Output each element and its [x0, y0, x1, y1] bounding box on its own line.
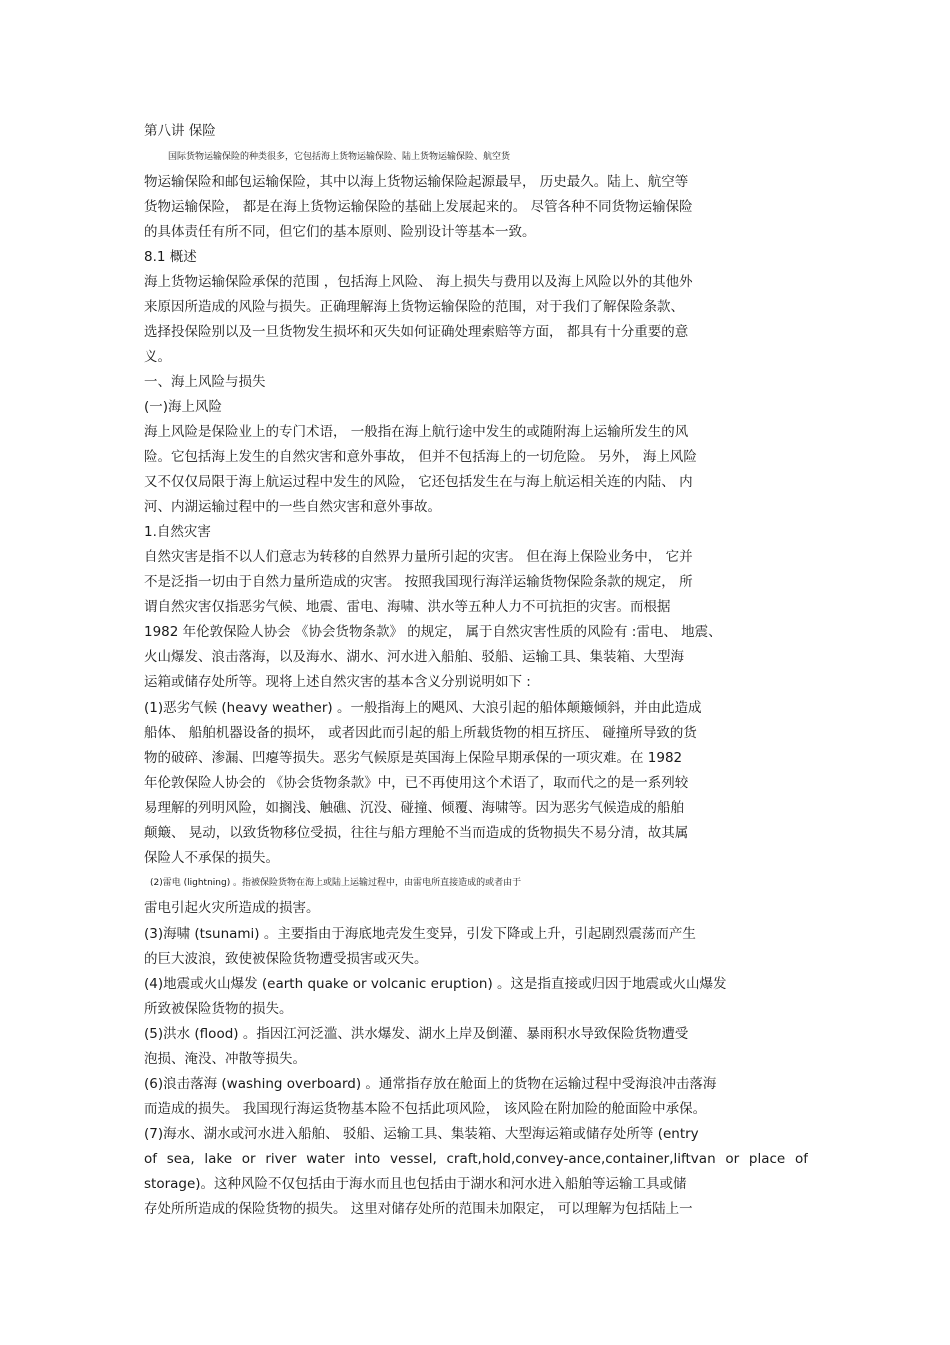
list-item-line: (7)海水、湖水或河水进入船舶、 驳船、运输工具、集装箱、大型海运箱或储存处所等 (entry [144, 1126, 699, 1142]
paragraph-line: 年伦敦保险人协会的 《协会货物条款》中，已不再使用这个术语了，取而代之的是一系列较 [144, 775, 689, 791]
paragraph-line: 物运输保险和邮包运输保险，其中以海上货物运输保险起源最早， 历史最久。陆上、航空等 [144, 174, 689, 190]
list-item-line: (6)浪击落海 (washing overboard) 。通常指存放在舱面上的货物在运输过程中受海浪冲击落海 [144, 1076, 717, 1092]
paragraph-line: 而造成的损失。 我国现行海运货物基本险不包括此项风险， 该风险在附加险的舱面险中承保。 [144, 1101, 707, 1117]
paragraph-line: 海上货物运输保险承保的范围 ，包括海上风险、 海上损失与费用以及海上风险以外的其他外 [144, 274, 693, 290]
paragraph-line: 的巨大波浪，致使被保险货物遭受损害或灭失。 [144, 951, 428, 967]
paragraph-line: 国际货物运输保险的种类很多，它包括海上货物运输保险、陆上货物运输保险、航空货 [168, 152, 511, 162]
paragraph-line: 运箱或储存处所等。现将上述自然灾害的基本含义分别说明如下 : [144, 674, 531, 690]
section-heading: 8.1 概述 [144, 249, 197, 265]
paragraph-line: 物的破碎、渗漏、凹瘪等损失。恶劣气候原是英国海上保险早期承保的一项灾难。在 1982 [144, 750, 683, 766]
paragraph-line: 船体、 船舶机器设备的损坏， 或者因此而引起的船上所载货物的相互挤压、 碰撞所导致的货 [144, 725, 697, 741]
paragraph-line: 保险人不承保的损失。 [144, 850, 279, 866]
paragraph-line: 自然灾害是指不以人们意志为转移的自然界力量所引起的灾害。 但在海上保险业务中， 它并 [144, 549, 693, 565]
paragraph-line: 海上风险是保险业上的专门术语， 一般指在海上航行途中发生的或随附海上运输所发生的风 [144, 424, 689, 440]
paragraph-line: 河、内湖运输过程中的一些自然灾害和意外事故。 [144, 499, 441, 515]
paragraph-line: 险。它包括海上发生的自然灾害和意外事故， 但并不包括海上的一切危险。 另外， 海上风险 [144, 449, 697, 465]
paragraph-line: 颠簸、 晃动，以致货物移位受损，往往与船方理舱不当而造成的货物损失不易分清，故其属 [144, 825, 689, 841]
paragraph-line: 谓自然灾害仅指恶劣气候、地震、雷电、海啸、洪水等五种人力不可抗拒的灾害。而根据 [144, 599, 671, 615]
paragraph-line: 义。 [144, 349, 171, 365]
list-item-line: (5)洪水 (flood) 。指因江河泛滥、洪水爆发、湖水上岸及倒灌、暴雨积水导致保险货物遭受 [144, 1026, 689, 1042]
subsection-heading: (一)海上风险 [144, 399, 223, 415]
paragraph-line: 不是泛指一切由于自然力量所造成的灾害。 按照我国现行海洋运输货物保险条款的规定， 所 [144, 574, 693, 590]
paragraph-line: 来原因所造成的风险与损失。正确理解海上货物运输保险的范围，对于我们了解保险条款、 [144, 299, 684, 315]
list-item-line: (3)海啸 (tsunami) 。主要指由于海底地壳发生变异，引发下降或上升，引起剧烈震荡而产生 [144, 926, 696, 942]
list-item-line: (1)恶劣气候 (heavy weather) 。一般指海上的飓风、大浪引起的船体颠簸倾斜，并由此造成 [144, 700, 702, 716]
subsection-heading: 1.自然灾害 [144, 524, 211, 540]
list-item-line: (2)雷电 (lightning) 。指被保险货物在海上或陆上运输过程中，由雷电所直接造成的或者由于 [150, 878, 522, 888]
paragraph-line: 雷电引起火灾所造成的损害。 [144, 900, 320, 916]
paragraph-line: 存处所所造成的保险货物的损失。 这里对储存处所的范围未加限定， 可以理解为包括陆上一 [144, 1201, 693, 1217]
paragraph-line: storage)。这种风险不仅包括由于海水而且也包括由于湖水和河水进入船舶等运输工具或储 [144, 1176, 687, 1192]
paragraph-line: 货物运输保险， 都是在海上货物运输保险的基础上发展起来的。 尽管各种不同货物运输保险 [144, 199, 693, 215]
heading-lecture-title: 第八讲 保险 [144, 123, 216, 139]
paragraph-line: 选择投保险别以及一旦货物发生损坏和灭失如何证确处理索赔等方面， 都具有十分重要的意 [144, 324, 689, 340]
paragraph-line: 所致被保险货物的损失。 [144, 1001, 293, 1017]
paragraph-line: 泡损、淹没、冲散等损失。 [144, 1051, 306, 1067]
paragraph-line: 易理解的列明风险，如搁浅、触礁、沉没、碰撞、倾覆、海啸等。因为恶劣气候造成的船舶 [144, 800, 684, 816]
section-heading: 一、海上风险与损失 [144, 374, 266, 390]
paragraph-line: 的具体责任有所不同，但它们的基本原则、险别设计等基本一致。 [144, 224, 536, 240]
paragraph-line: 1982 年伦敦保险人协会 《协会货物条款》 的规定， 属于自然灾害性质的风险有 :雷电、 地震、 [144, 624, 722, 640]
paragraph-line: 火山爆发、浪击落海，以及海水、湖水、河水进入船舶、驳船、运输工具、集装箱、大型海 [144, 649, 684, 665]
list-item-line: (4)地震或火山爆发 (earth quake or volcanic eruption) 。这是指直接或归因于地震或火山爆发 [144, 976, 727, 992]
paragraph-line: 又不仅仅局限于海上航运过程中发生的风险， 它还包括发生在与海上航运相关连的内陆、 内 [144, 474, 693, 490]
paragraph-line: of sea, lake or river water into vessel, craft,hold,convey-ance,container,liftvan or place of [144, 1151, 808, 1167]
